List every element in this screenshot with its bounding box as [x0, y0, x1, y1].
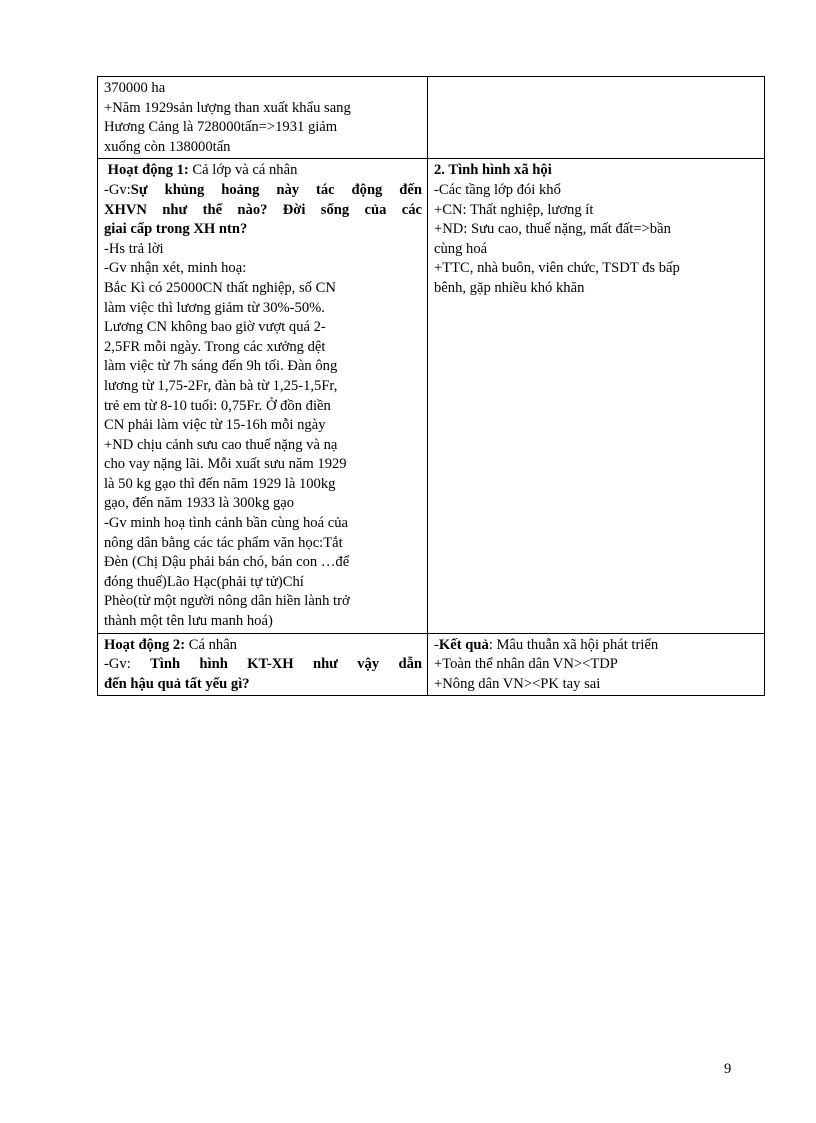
teacher-question-line: giai cấp trong XH ntn?	[104, 221, 248, 238]
table-row	[98, 633, 765, 696]
page-number: 9	[724, 1061, 732, 1077]
row3-left-cell	[98, 633, 428, 696]
row2-right-cell	[428, 159, 765, 633]
text-line: -Gv minh hoạ tình cảnh bần cùng hoá của	[104, 515, 348, 532]
text-line: +ND: Sưu cao, thuế nặng, mất đất=>bần	[434, 221, 671, 238]
activity-label: Hoạt động 1:	[107, 162, 189, 179]
text-line: +ND chịu cảnh sưu cao thuế nặng và nạ	[104, 436, 338, 453]
question-text: Tình hình KT-XH như vậy dẫn	[150, 656, 422, 673]
activity-1-heading	[104, 161, 422, 181]
teacher-question-line: XHVN như thế nào? Đời sống của các	[104, 201, 422, 218]
text-line: +Năm 1929sản lượng than xuất khẩu sang	[104, 99, 351, 116]
teacher-question-line: đến hậu quả tất yếu gì?	[104, 675, 250, 692]
table-row	[98, 77, 765, 159]
table-row	[98, 159, 765, 633]
result-prefix: -	[434, 636, 439, 653]
text-line: lương từ 1,75-2Fr, đàn bà từ 1,25-1,5Fr,	[104, 377, 338, 394]
row1-left-cell	[98, 77, 428, 159]
text-line: đóng thuế)Lão Hạc(phải tự tử)Chí	[104, 573, 304, 590]
activity-2-heading	[104, 636, 422, 656]
section-heading: 2. Tình hình xã hội	[434, 162, 552, 179]
text-line: -Các tầng lớp đói khổ	[434, 181, 561, 198]
text-line: Hương Cảng là 728000tấn=>1931 giảm	[104, 119, 338, 136]
text-line: làm việc thì lương giảm từ 30%-50%.	[104, 299, 325, 316]
text-line: +TTC, nhà buôn, viên chức, TSDT đs bấp	[434, 260, 680, 277]
teacher-question-line	[104, 655, 422, 675]
text-line: nông dân bằng các tác phẩm văn học:Tắt	[104, 534, 343, 551]
row3-right-cell	[428, 633, 765, 696]
activity-label: Hoạt động 2:	[104, 636, 186, 653]
text-line: +Toàn thể nhân dân VN><TDP	[434, 656, 618, 673]
text-line: +Nông dân VN><PK tay sai	[434, 675, 601, 692]
text-line: Đèn (Chị Dậu phải bán chó, bán con …để	[104, 554, 350, 571]
result-label: Kết quả	[438, 636, 489, 653]
text-line: trẻ em từ 8-10 tuổi: 0,75Fr. Ở đồn điền	[104, 397, 331, 414]
question-prefix: -Gv:	[104, 181, 131, 198]
text-line: cho vay nặng lãi. Mỗi xuất sưu năm 1929	[104, 456, 347, 473]
text-line: Bắc Kì có 25000CN thất nghiệp, số CN	[104, 279, 336, 296]
text-line: gạo, đến năm 1933 là 300kg gạo	[104, 495, 295, 512]
text-line: cùng hoá	[434, 240, 488, 257]
text-line: xuống còn 138000tấn	[104, 138, 231, 155]
result-line	[434, 636, 759, 656]
question-text: Sự khủng hoảng này tác động đến	[130, 181, 422, 198]
question-prefix: -Gv:	[104, 656, 151, 673]
text-line: Lương CN không bao giờ vượt quá 2-	[104, 319, 326, 336]
text-line: Phèo(từ một người nông dân hiền lành trở	[104, 593, 350, 610]
text-line: -Hs trả lời	[104, 240, 164, 257]
text-line: bênh, gặp nhiều khó khăn	[434, 279, 585, 296]
text-line: 370000 ha	[104, 80, 166, 96]
activity-text: Cá nhân	[185, 636, 237, 653]
teacher-question-line	[104, 181, 422, 201]
lesson-table	[97, 76, 765, 696]
result-text: : Mâu thuẫn xã hội phát triển	[488, 636, 659, 653]
text-line: làm việc từ 7h sáng đến 9h tối. Đàn ông	[104, 358, 338, 375]
text-line: 2,5FR mỗi ngày. Trong các xưởng dệt	[104, 338, 326, 355]
row2-left-cell	[98, 159, 428, 633]
text-line: thành một tên lưu manh hoá)	[104, 613, 273, 630]
row1-right-cell	[428, 77, 765, 159]
text-line: là 50 kg gạo thì đến năm 1929 là 100kg	[104, 475, 336, 492]
text-line: CN phải làm việc từ 15-16h mỗi ngày	[104, 417, 326, 434]
text-line: -Gv nhận xét, minh hoạ:	[104, 260, 247, 277]
activity-text: Cả lớp và cá nhân	[188, 162, 298, 179]
text-line: +CN: Thất nghiệp, lương ít	[434, 201, 594, 218]
